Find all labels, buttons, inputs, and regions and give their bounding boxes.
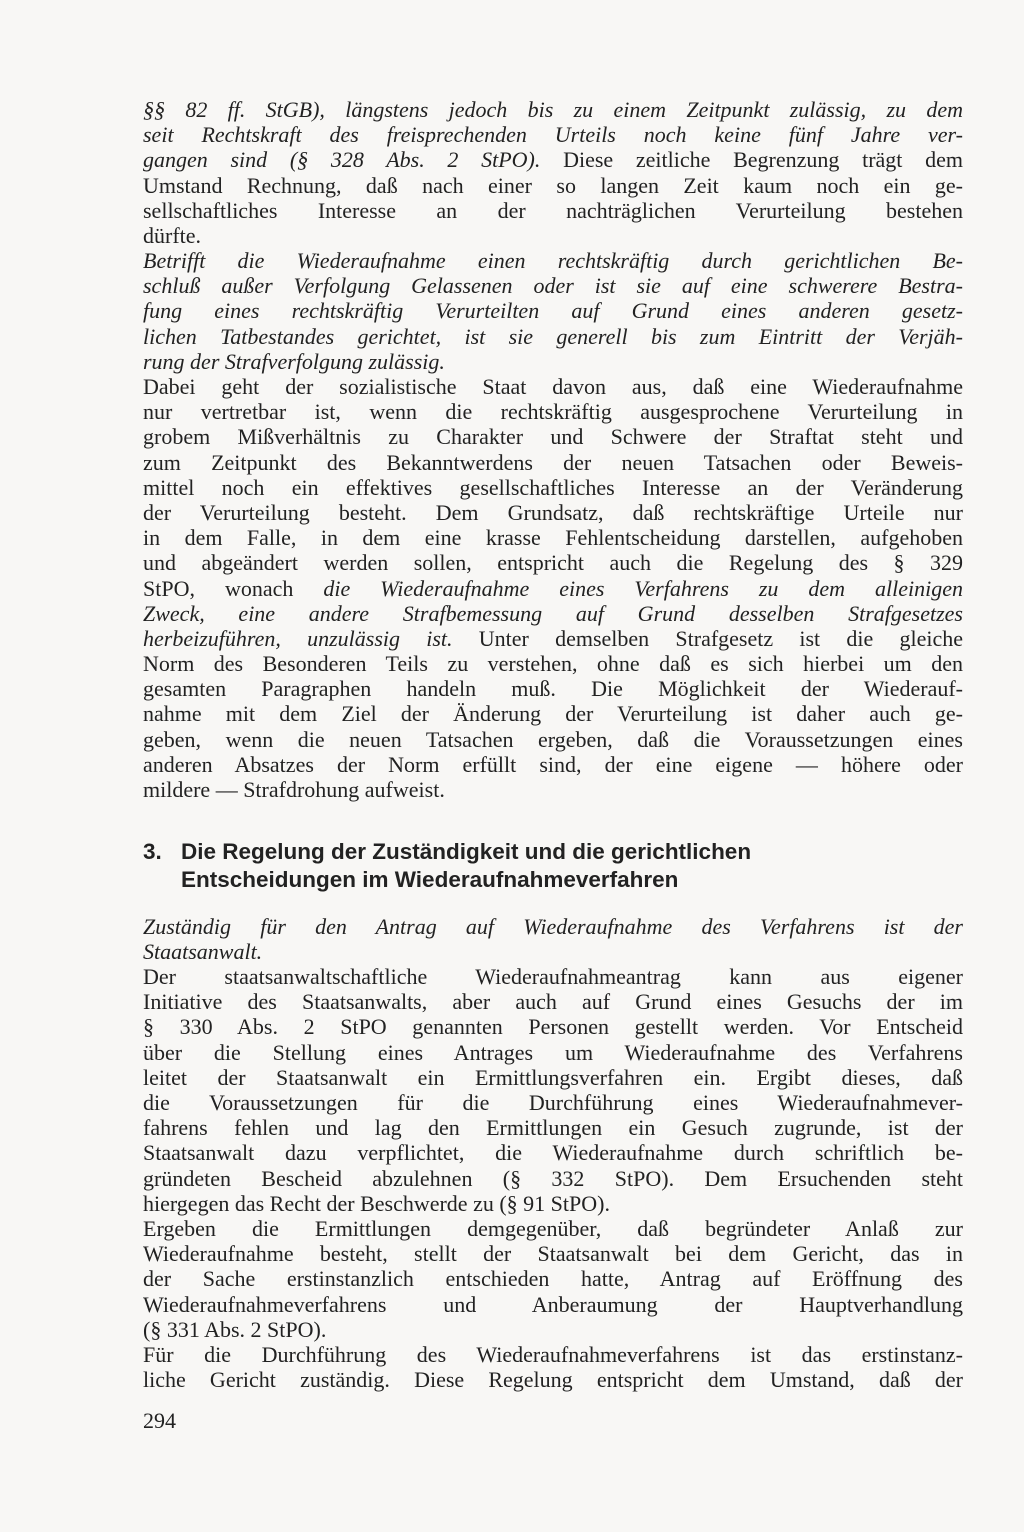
text-line: fung eines rechtskräftig Verurteilten auf Grund eines anderen gesetz-: [143, 298, 963, 324]
text-line: Umstand Rechnung, daß nach einer so langen Zeit kaum noch ein ge-: [143, 172, 963, 198]
text-line: (§ 331 Abs. 2 StPO).: [143, 1316, 327, 1342]
text-line: [143, 147, 963, 172]
page-number: 294: [143, 1408, 176, 1433]
text-line: liche Gericht zuständig. Diese Regelung entspricht dem Umstand, daß der: [143, 1367, 963, 1393]
text-line: leitet der Staatsanwalt ein Ermittlungsverfahren ein. Ergibt dieses, daß: [143, 1064, 963, 1090]
text-line: Wiederaufnahme besteht, stellt der Staatsanwalt bei dem Gericht, das in: [143, 1241, 963, 1267]
text-line: Staatsanwalt.: [143, 939, 263, 965]
text-line: anderen Absatzes der Norm erfüllt sind, der eine eigene — höhere oder: [143, 751, 963, 777]
text-line: [143, 626, 963, 651]
text-line: Wiederaufnahmeverfahrens und Anberaumung der Hauptverhandlung: [143, 1291, 963, 1317]
text-line: in dem Falle, in dem eine krasse Fehlentscheidung darstellen, aufgehoben: [143, 525, 963, 551]
text-line: der Verurteilung besteht. Dem Grundsatz, daß rechtskräftige Urteile nur: [143, 499, 963, 525]
text-line: hiergegen das Recht der Beschwerde zu (§ 91 StPO).: [143, 1190, 610, 1216]
paragraph-italic-rule: [143, 248, 963, 374]
text-span-italic: herbeizuführen, unzulässig ist.: [143, 625, 453, 651]
paragraph-body: [143, 1216, 963, 1342]
text-line: § 330 Abs. 2 StPO genannten Personen gestellt werden. Vor Entscheid: [143, 1014, 963, 1040]
paragraph-italic-rule: [143, 914, 963, 964]
text-line: fahrens fehlen und lag den Ermittlungen ein Gesuch zugrunde, ist der: [143, 1115, 963, 1141]
paragraph-body: [143, 964, 963, 1216]
text-span-italic: die Wiederaufnahme eines Verfahrens zu dem alleinigen: [323, 575, 963, 601]
text-line: grobem Mißverhältnis zu Charakter und Schwere der Straftat steht und: [143, 424, 963, 450]
text-line: zum Zeitpunkt des Bekanntwerdens der neuen Tatsachen oder Beweis-: [143, 449, 963, 475]
text-line: [143, 576, 963, 601]
text-line: nur vertretbar ist, wenn die rechtskräftig ausgesprochene Verurteilung in: [143, 399, 963, 425]
section-heading: [143, 838, 963, 896]
text-line: Initiative des Staatsanwalts, aber auch auf Grund eines Gesuchs der im: [143, 989, 963, 1015]
text-line: nahme mit dem Ziel der Änderung der Verurteilung ist daher auch ge-: [143, 701, 963, 727]
text-line: schluß außer Verfolgung Gelassenen oder ist sie auf eine schwerere Bestra-: [143, 273, 963, 299]
text-line: mildere — Strafdrohung aufweist.: [143, 777, 445, 802]
text-line: Dabei geht der sozialistische Staat davon aus, daß eine Wiederaufnahme: [143, 374, 963, 399]
text-line: Für die Durchführung des Wiederaufnahmeverfahrens ist das erstinstanz-: [143, 1342, 963, 1367]
text-line: Staatsanwalt dazu verpflichtet, die Wiederaufnahme durch schriftlich be-: [143, 1140, 963, 1166]
paragraph-continuation: [143, 97, 963, 248]
text-line: rung der Strafverfolgung zulässig.: [143, 348, 445, 374]
section-title-line: Die Regelung der Zuständigkeit und die gerichtlichen: [181, 839, 752, 864]
section-number: 3.: [143, 839, 162, 864]
text-line: seit Rechtskraft des freisprechenden Urteils noch keine fünf Jahre ver-: [143, 122, 963, 148]
text-line: Norm des Besonderen Teils zu verstehen, ohne daß es sich hierbei um den: [143, 651, 963, 677]
text-line: dürfte.: [143, 222, 202, 248]
text-span: Unter demselben Strafgesetz ist die gleiche: [452, 625, 963, 651]
text-line: Ergeben die Ermittlungen demgegenüber, daß begründeter Anlaß zur: [143, 1216, 963, 1241]
text-line: die Voraussetzungen für die Durchführung eines Wiederaufnahmever-: [143, 1089, 963, 1115]
text-span: Diese zeitliche Begrenzung trägt dem: [540, 147, 963, 173]
section-title-line: Entscheidungen im Wiederaufnahmeverfahren: [181, 867, 679, 892]
text-line: der Sache erstinstanzlich entschieden hatte, Antrag auf Eröffnung des: [143, 1266, 963, 1292]
text-line: geben, wenn die neuen Tatsachen ergeben, daß die Voraussetzungen eines: [143, 726, 963, 752]
text-span: StPO, wonach: [143, 575, 324, 601]
text-line: lichen Tatbestandes gerichtet, ist sie generell bis zum Eintritt der Verjäh-: [143, 323, 963, 349]
text-line: Zuständig für den Antrag auf Wiederaufnahme des Verfahrens ist der: [143, 914, 963, 939]
text-line: über die Stellung eines Antrages um Wiederaufnahme des Verfahrens: [143, 1039, 963, 1065]
text-line: mittel noch ein effektives gesellschaftliches Interesse an der Veränderung: [143, 474, 963, 500]
text-line: Betrifft die Wiederaufnahme einen rechtskräftig durch gerichtlichen Be-: [143, 248, 963, 273]
text-line: §§ 82 ff. StGB), längstens jedoch bis zu einem Zeitpunkt zulässig, zu dem: [143, 97, 963, 122]
text-line: gründeten Bescheid abzulehnen (§ 332 StPO). Dem Ersuchenden steht: [143, 1165, 963, 1191]
paragraph-body: [143, 1342, 963, 1392]
text-line: und abgeändert werden sollen, entspricht auch die Regelung des § 329: [143, 550, 963, 576]
text-line: gesamten Paragraphen handeln muß. Die Möglichkeit der Wiederauf-: [143, 676, 963, 702]
paragraph-body: [143, 374, 963, 802]
text-line: Der staatsanwaltschaftliche Wiederaufnahmeantrag kann aus eigener: [143, 964, 963, 989]
text-line: sellschaftliches Interesse an der nachträglichen Verurteilung bestehen: [143, 197, 963, 223]
text-line: Zweck, eine andere Strafbemessung auf Grund desselben Strafgesetzes: [143, 600, 963, 626]
text-span-italic: gangen sind (§ 328 Abs. 2 StPO).: [143, 147, 541, 173]
